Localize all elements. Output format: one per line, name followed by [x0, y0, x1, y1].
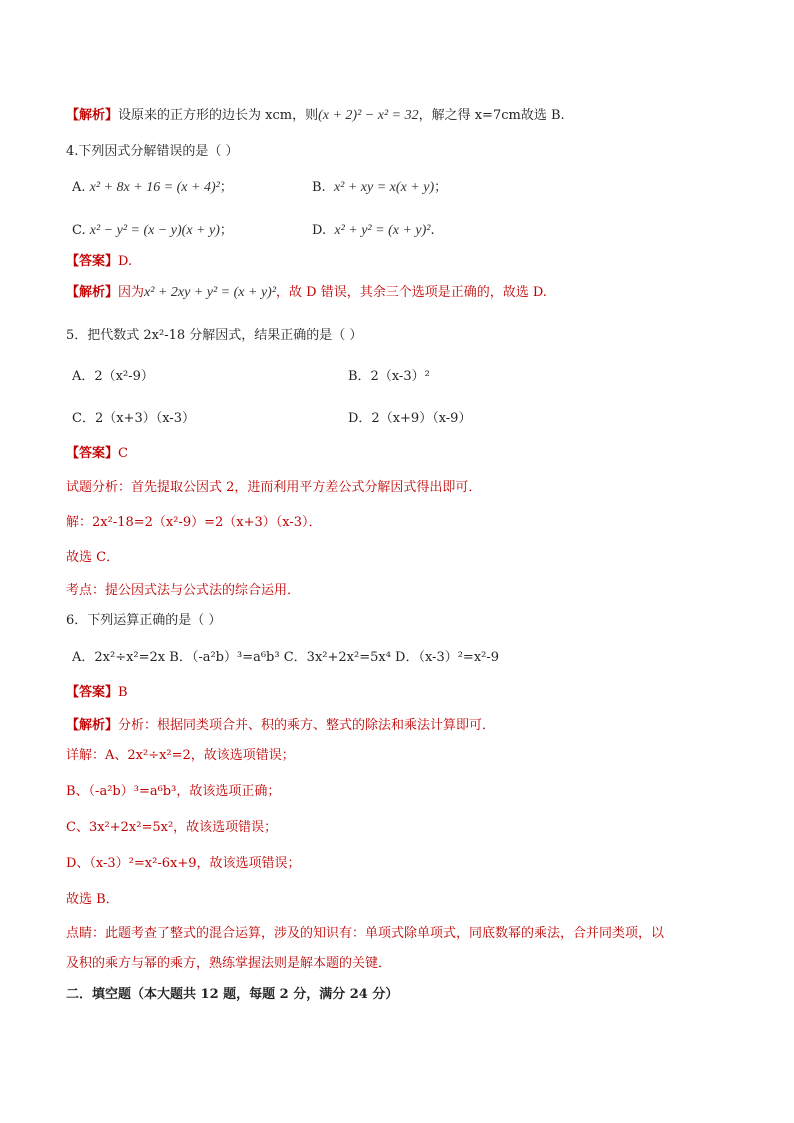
q5-answer: [66, 445, 128, 463]
q5-point: 考点：提公因式法与公式法的综合运用．: [66, 583, 301, 598]
answer-text: C: [118, 446, 128, 461]
q4-question: 4.下列因式分解错误的是（ ）: [66, 144, 239, 159]
q5-analysis: 试题分析：首先提取公因式 2，进而利用平方差公式分解因式得出即可．: [66, 480, 482, 495]
answer-tag: 【答案】: [66, 446, 119, 461]
option-suffix: ；: [219, 180, 233, 195]
q6-conclusion: 故选 B．: [66, 892, 119, 907]
equation: (x + 2)² − x² = 32: [318, 108, 419, 123]
option-math: x² − y² = (x − y)(x + y): [89, 223, 220, 238]
section-title: 二．填空题（本大题共 12 题，每题 2 分，满分 24 分）: [66, 987, 399, 1002]
option-math: x² + 8x + 16 = (x + 4)²: [89, 180, 220, 195]
q6-answer: [66, 684, 128, 702]
equation: x² + 2xy + y² = (x + y)²: [144, 285, 277, 300]
q5-option-a: A．2（x²-9）: [72, 369, 154, 384]
q4-answer: [66, 253, 132, 271]
q4-analysis: [66, 284, 547, 302]
answer-text: B: [118, 685, 128, 700]
analysis-text: 设原来的正方形的边长为 xcm，则: [118, 108, 319, 123]
q5-option-d: D．2（x+9）（x-9）: [348, 411, 472, 426]
q6-comment-line1: 点睛：此题考查了整式的混合运算，涉及的知识有：单项式除单项式，同底数幂的乘法，合并同类项，以: [66, 926, 665, 941]
option-label: A.: [72, 180, 86, 195]
q5-option-c: C．2（x+3）（x-3）: [72, 411, 195, 426]
option-math: x² + y² = (x + y)²: [334, 223, 431, 238]
q5-question: 5．把代数式 2x²-18 分解因式，结果正确的是（ ）: [66, 328, 363, 343]
q4-option-c: [72, 222, 233, 240]
option-math: x² + xy = x(x + y): [333, 180, 435, 195]
q6-detail-d: D、（x-3）²=x²-6x+9，故该选项错误；: [66, 856, 301, 871]
q4-option-b: [312, 179, 447, 197]
q4-option-a: [72, 179, 233, 197]
analysis-text: ，解之得 x=7cm故选 B.: [418, 108, 565, 123]
answer-tag: 【答案】: [66, 685, 119, 700]
answer-tag: 【答案】: [66, 254, 119, 269]
analysis-tag: 【解析】: [66, 108, 119, 123]
option-suffix: ；: [434, 180, 448, 195]
analysis-tag: 【解析】: [66, 285, 119, 300]
q5-option-b: B．2（x-3）²: [348, 369, 430, 384]
option-suffix: ；: [219, 223, 233, 238]
q3-analysis: [66, 107, 565, 125]
q6-question: 6．下列运算正确的是（ ）: [66, 613, 222, 628]
option-label: D.: [312, 223, 327, 238]
option-label: C.: [72, 223, 86, 238]
q6-analysis: [66, 717, 495, 735]
analysis-text: ，故 D 错误，其余三个选项是正确的，故选 D.: [276, 285, 547, 300]
q4-option-d: [312, 222, 435, 240]
q6-detail-a: 详解：A、2x²÷x²=2，故该选项错误；: [66, 748, 295, 763]
analysis-text: 分析：根据同类项合并、积的乘方、整式的除法和乘法计算即可．: [118, 718, 496, 733]
answer-text: D.: [118, 254, 133, 269]
option-suffix: .: [430, 223, 435, 238]
q6-comment-line2: 及积的乘方与幂的乘方，熟练掌握法则是解本题的关键．: [66, 956, 392, 971]
option-label: B.: [312, 180, 326, 195]
q6-options: A．2x²÷x²=2x B．（-a²b）³=a⁶b³ C．3x²+2x²=5x⁴ D．（x-3）²=x²-9: [72, 650, 500, 665]
q6-detail-b: B、（-a²b）³=a⁶b³，故该选项正确；: [66, 784, 281, 799]
analysis-text: 因为: [118, 285, 145, 300]
q5-solution: 解：2x²-18=2（x²-9）=2（x+3）（x-3）．: [66, 515, 322, 530]
analysis-tag: 【解析】: [66, 718, 119, 733]
q6-detail-c: C、3x²+2x²=5x²，故该选项错误；: [66, 820, 278, 835]
q5-conclusion: 故选 C．: [66, 550, 120, 565]
